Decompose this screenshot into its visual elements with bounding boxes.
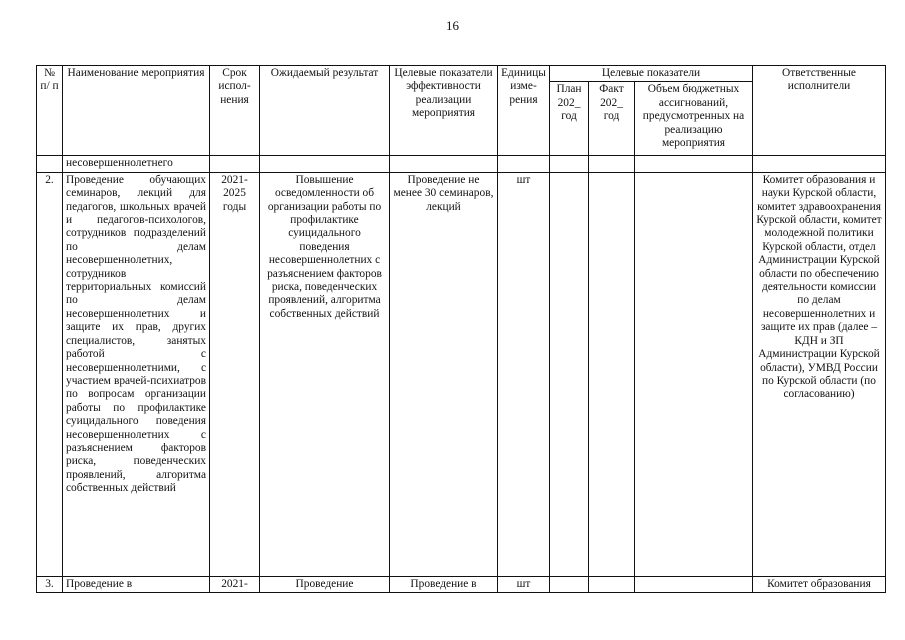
header-responsible: Ответственные исполнители bbox=[753, 66, 886, 156]
cell-units: шт bbox=[498, 576, 550, 592]
cell-fact bbox=[589, 576, 635, 592]
cell-term bbox=[210, 156, 260, 172]
cell-budget bbox=[635, 172, 753, 576]
cell-plan bbox=[550, 172, 589, 576]
cell-fact bbox=[589, 156, 635, 172]
cell-responsible bbox=[753, 156, 886, 172]
header-indicators: Целевые показатели эффективности реализации мероприятия bbox=[390, 66, 498, 156]
cell-num: 3. bbox=[37, 576, 63, 592]
header-num: № п/ п bbox=[37, 66, 63, 156]
header-budget: Объем бюджетных ассигнований, предусмотренных на реализацию мероприятия bbox=[635, 82, 753, 156]
cell-fact bbox=[589, 172, 635, 576]
table-row bbox=[37, 576, 886, 592]
header-expected-result: Ожидаемый результат bbox=[260, 66, 390, 156]
header-term: Срок испол-нения bbox=[210, 66, 260, 156]
table-header-row bbox=[37, 66, 886, 82]
cell-indicators: Проведение в bbox=[390, 576, 498, 592]
cell-plan bbox=[550, 156, 589, 172]
cell-term: 2021-2025 годы bbox=[210, 172, 260, 576]
cell-budget bbox=[635, 576, 753, 592]
cell-term: 2021- bbox=[210, 576, 260, 592]
table-row bbox=[37, 172, 886, 576]
activities-table bbox=[36, 65, 886, 593]
cell-expected: Повышение осведомленности об организации работы по профилактике суицидального поведения несовершеннолетних с разъяснением факторов риска, поведенческих проявлений, алгоритма собственных действий bbox=[260, 172, 390, 576]
header-fact: Факт 202_ год bbox=[589, 82, 635, 156]
cell-units: шт bbox=[498, 172, 550, 576]
cell-name: несовершеннолетнего bbox=[63, 156, 210, 172]
cell-num: 2. bbox=[37, 172, 63, 576]
cell-plan bbox=[550, 576, 589, 592]
page-number: 16 bbox=[446, 18, 459, 33]
cell-units bbox=[498, 156, 550, 172]
table-row bbox=[37, 156, 886, 172]
cell-indicators bbox=[390, 156, 498, 172]
header-name: Наименование мероприятия bbox=[63, 66, 210, 156]
cell-responsible: Комитет образования bbox=[753, 576, 886, 592]
cell-indicators: Проведение не менее 30 семинаров, лекций bbox=[390, 172, 498, 576]
cell-budget bbox=[635, 156, 753, 172]
cell-expected: Проведение bbox=[260, 576, 390, 592]
cell-name: Проведение в bbox=[63, 576, 210, 592]
cell-num bbox=[37, 156, 63, 172]
cell-name: Проведение обучающих семинаров, лекций для педагогов, школьных врачей и педагогов-психологов, сотрудников подразделений по делам несовершеннолетних, сотрудников территориальных комиссий по делам несовершеннолетних и защите их прав, других специалистов, занятых работой с несовершеннолетними, с участием врачей-психиатров по вопросам организации работы по профилактике суицидального поведения несовершеннолетних с разъяснением факторов риска, поведенческих проявлений, алгоритма собственных действий bbox=[63, 172, 210, 576]
header-target-group: Целевые показатели bbox=[550, 66, 753, 82]
header-units: Единицы изме-рения bbox=[498, 66, 550, 156]
header-plan: План 202_ год bbox=[550, 82, 589, 156]
cell-expected bbox=[260, 156, 390, 172]
cell-responsible: Комитет образования и науки Курской области, комитет здравоохранения Курской области, комитет молодежной политики Курской области, отдел Администрации Курской области по обеспечению деятельности комиссии по делам несовершеннолетних и защите их прав (далее – КДН и ЗП Администрации Курской области), УМВД России по Курской области (по согласованию) bbox=[753, 172, 886, 576]
